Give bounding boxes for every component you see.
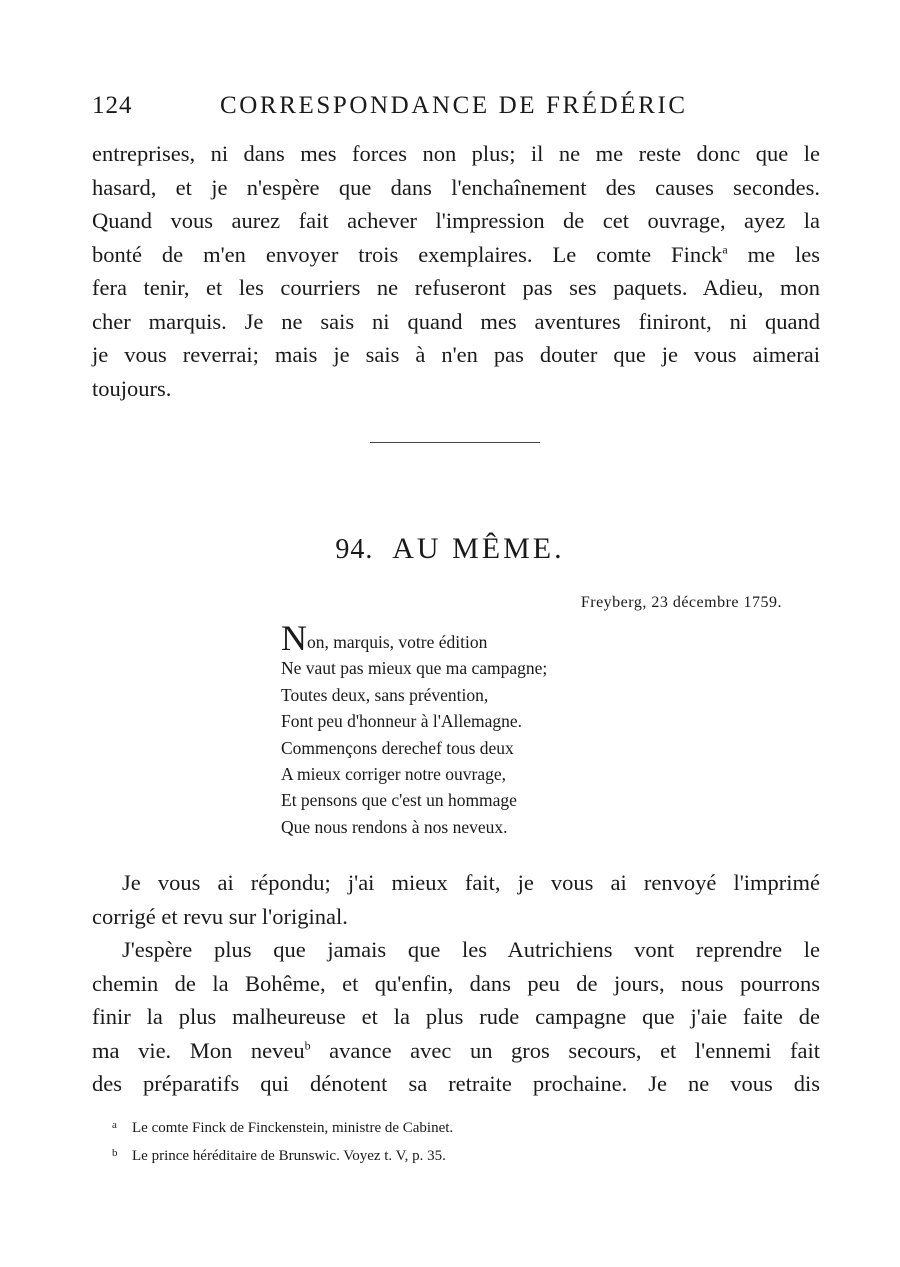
- prose-line: fera tenir, et les courriers ne refuseront pas ses paquets. Adieu, mon: [92, 275, 820, 300]
- prose-line-with-footnote: [92, 238, 820, 272]
- prose-line: J'espère plus que jamais que les Autrichiens vont reprendre le: [122, 937, 820, 962]
- running-header: [92, 92, 822, 126]
- footnotes: [112, 1113, 453, 1169]
- page-number: 124: [92, 92, 133, 119]
- prose-text: bonté de m'en envoyer trois exemplaires. Le comte Finck: [92, 241, 723, 267]
- prose-line: entreprises, ni dans mes forces non plus; il ne me reste donc que le: [92, 141, 820, 166]
- poem: [281, 618, 548, 840]
- footnote-b: [112, 1141, 453, 1169]
- prose-line: Quand vous aurez fait achever l'impression de cet ouvrage, ayez la: [92, 208, 820, 233]
- footnote-mark: a: [112, 1119, 117, 1131]
- prose-line: des préparatifs qui dénotent sa retraite prochaine. Je ne vous dis: [92, 1071, 820, 1096]
- poem-text: on, marquis, votre édition: [307, 632, 488, 652]
- prose-text: me les: [727, 241, 821, 267]
- poem-verse: [281, 618, 547, 658]
- prose-line: corrigé et revu sur l'original.: [92, 903, 348, 929]
- prose-line: chemin de la Bohême, et qu'enfin, dans peu de jours, nous pourrons: [92, 970, 820, 996]
- footnote-text: Le comte Finck de Finckenstein, ministre de Cabinet.: [132, 1120, 454, 1136]
- footnote-ref-b: b: [304, 1038, 311, 1052]
- footnote-mark: b: [112, 1147, 118, 1159]
- poem-verse: A mieux corriger notre ouvrage,: [281, 764, 506, 785]
- poem-verse: Toutes deux, sans prévention,: [281, 684, 489, 705]
- poem-verse: Que nous rendons à nos neveux.: [281, 816, 508, 837]
- footnote-a: [112, 1113, 453, 1141]
- footnote-ref-a: a: [722, 242, 728, 256]
- poem-verse: Font peu d'honneur à l'Allemagne.: [281, 711, 523, 732]
- prose-line: finir la plus malheureuse et la plus rude campagne que j'aie faite de: [92, 1004, 820, 1029]
- poem-verse: Et pensons que c'est un hommage: [281, 790, 517, 811]
- letter-number: 94.: [335, 534, 374, 565]
- prose-line: toujours.: [92, 375, 172, 401]
- prose-line-with-footnote: [92, 1034, 820, 1068]
- prose-bottom: [92, 866, 820, 1101]
- section-divider: [370, 442, 540, 443]
- poem-verse: Commençons derechef tous deux: [281, 737, 514, 758]
- prose-line: hasard, et je n'espère que dans l'enchaînement des causes secondes.: [92, 174, 820, 200]
- running-title: CORRESPONDANCE DE FRÉDÉRIC: [220, 92, 688, 119]
- poem-verse: Ne vaut pas mieux que ma campagne;: [281, 658, 548, 679]
- prose-line: Je vous ai répondu; j'ai mieux fait, je vous ai renvoyé l'imprimé: [122, 870, 820, 895]
- footnote-text: Le prince héréditaire de Brunswic. Voyez t. V, p. 35.: [132, 1148, 446, 1164]
- prose-text: avance avec un gros secours, et l'ennemi fait: [310, 1037, 820, 1063]
- prose-line: je vous reverrai; mais je sais à n'en pas douter que je vous aimerai: [92, 342, 820, 367]
- prose-top: [92, 137, 820, 405]
- prose-line: cher marquis. Je ne sais ni quand mes aventures finiront, ni quand: [92, 308, 820, 334]
- letter-heading: [0, 532, 900, 566]
- dateline: Freyberg, 23 décembre 1759.: [580, 594, 782, 611]
- prose-text: ma vie. Mon neveu: [92, 1037, 305, 1063]
- letter-title: AU MÊME.: [392, 532, 565, 565]
- drop-cap: N: [281, 618, 307, 658]
